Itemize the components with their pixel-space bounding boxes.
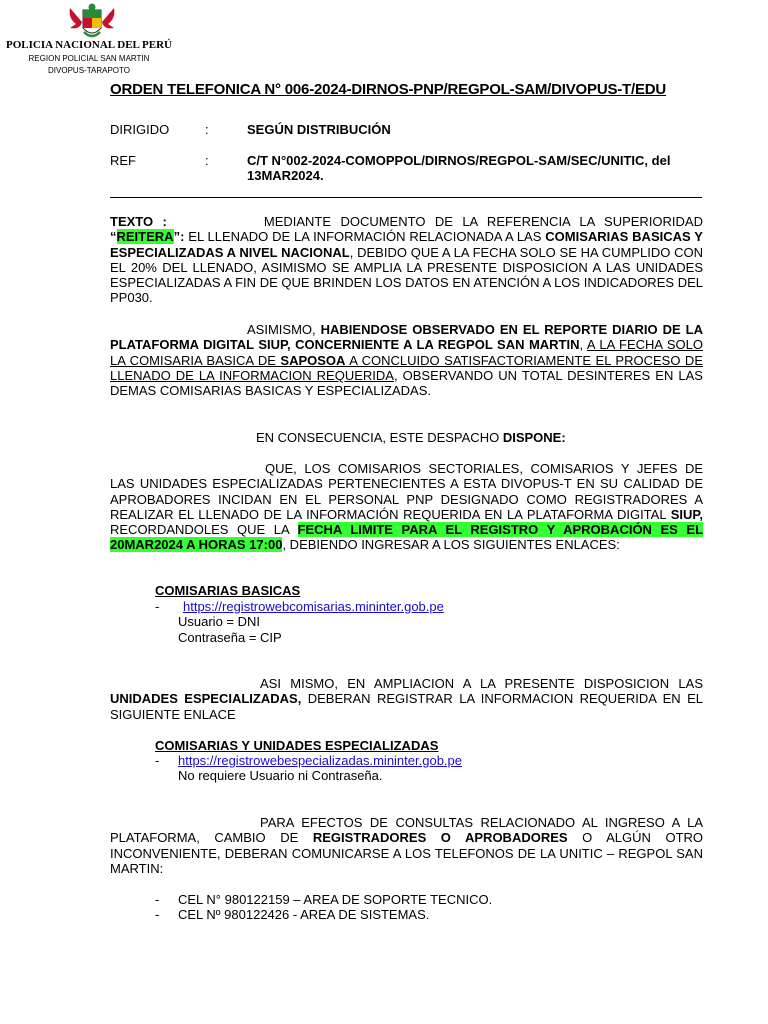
paragraph-emphasis: UNIDADES ESPECIALIZADAS, xyxy=(110,691,302,707)
list-dash: - xyxy=(155,892,160,907)
quote-open: “ xyxy=(110,229,117,245)
org-region: REGION POLICIAL SAN MARTIN xyxy=(28,54,150,63)
section-heading-especializadas: COMISARIAS Y UNIDADES ESPECIALIZADAS xyxy=(155,738,439,753)
paragraph-underlined: A LA FECHA SOLO LA COMISARIA BASICA DE xyxy=(110,337,703,368)
contact-soporte: CEL N° 980122159 – AREA DE SOPORTE TECNICO. xyxy=(178,892,493,907)
link-comisarias-basicas[interactable]: https://registrowebcomisarias.mininter.gob.pe xyxy=(183,599,444,614)
org-division: DIVOPUS-TARAPOTO xyxy=(48,66,130,75)
paragraph-text: EN CONSECUENCIA, ESTE DESPACHO xyxy=(256,430,503,445)
paragraph-consecuencia xyxy=(256,430,706,445)
quote-close: ”: xyxy=(173,229,185,245)
texto-text: MEDIANTE DOCUMENTO DE LA REFERENCIA LA SUPERIORIDAD xyxy=(263,214,703,229)
link-especializadas[interactable]: https://registrowebespecializadas.mininter.gob.pe xyxy=(178,753,462,768)
deadline-highlight: FECHA LIMITE PARA EL REGISTRO Y APROBACIÓN ES EL 20MAR2024 A HORAS 17:00 xyxy=(110,522,704,553)
paragraph-ampliacion xyxy=(110,676,703,722)
especializadas-note: No requiere Usuario ni Contraseña. xyxy=(178,768,383,783)
paragraph-underlined: A CONCLUIDO SATISFACTORIAMENTE EL PROCESO DE LLENADO DE LA INFORMACION REQUERIDA xyxy=(110,352,703,383)
paragraph-text: O ALGÚN OTRO INCONVENIENTE, DEBERAN COMUNICARSE A LOS TELEFONOS DE LA UNITIC – REGPOL SAN MARTIN: xyxy=(110,830,704,876)
texto-emphasis: COMISARIAS BASICAS Y ESPECIALIZADAS A NIVEL NACIONAL xyxy=(110,229,703,260)
texto-text: EL LLENADO DE LA INFORMACIÓN RELACIONADA A LAS xyxy=(184,229,546,245)
separator-line xyxy=(110,197,702,198)
document-title: ORDEN TELEFONICA N° 006-2024-DIRNOS-PNP/REGPOL-SAM/DIVOPUS-T/EDU xyxy=(110,81,667,98)
basicas-user: Usuario = DNI xyxy=(178,614,260,629)
paragraph-emphasis: HABIENDOSE OBSERVADO EN EL REPORTE DIARIO DE LA PLATAFORMA DIGITAL SIUP, CONCERNIENTE A LA REGPOL SAN MARTIN xyxy=(110,322,704,353)
saposoa-emphasis: SAPOSOA xyxy=(280,352,346,368)
paragraph-text: RECORDANDOLES QUE LA xyxy=(110,522,298,538)
texto-text: , DEBIDO QUE A LA FECHA SOLO SE HA CUMPLIDO CON EL 20% DEL LLENADO, ASIMISMO SE AMPLIA LA PRESENTE DISPOSICION A LAS UNIDADES ESPECIALIZADAS A FIN DE QUE BRINDEN LOS DATOS EN ATENCIÓN A LOS INDICADORES DEL PP030. xyxy=(110,244,703,306)
dirigido-label: DIRIGIDO xyxy=(110,122,170,137)
paragraph-text: ASIMISMO, xyxy=(247,322,321,337)
paragraph-text: DEBERAN REGISTRAR LA INFORMACION REQUERIDA EN EL SIGUIENTE ENLACE xyxy=(110,691,703,722)
paragraph-emphasis: REGISTRADORES O APROBADORES xyxy=(312,830,568,846)
contact-sistemas: CEL Nº 980122426 - AREA DE SISTEMAS. xyxy=(178,907,430,922)
texto-paragraph xyxy=(110,214,703,306)
org-name: POLICIA NACIONAL DEL PERÚ xyxy=(6,39,172,51)
paragraph-comisarios xyxy=(110,461,703,553)
dirigido-colon: : xyxy=(205,122,209,137)
paragraph-text: ASI MISMO, EN AMPLIACION A LA PRESENTE DISPOSICION LAS xyxy=(260,676,703,691)
ref-colon: : xyxy=(205,153,209,168)
paragraph-text: , DEBIENDO INGRESAR A LOS SIGUIENTES ENLACES: xyxy=(282,537,620,553)
paragraph-text: , OBSERVANDO UN TOTAL DESINTERES EN LAS DEMAS COMISARIAS BASICAS Y ESPECIALIZADAS. xyxy=(110,367,703,399)
dispone-emphasis: DISPONE: xyxy=(502,430,566,445)
paragraph-asimismo xyxy=(110,322,703,398)
reitera-highlight: REITERA xyxy=(116,229,174,245)
siup-emphasis: SIUP, xyxy=(670,506,703,522)
paragraph-text: , xyxy=(579,337,587,353)
list-dash: - xyxy=(155,753,160,768)
ref-value: C/T N°002-2024-COMOPPOL/DIRNOS/REGPOL-SAM/SEC/UNITIC, del 13MAR2024. xyxy=(247,153,671,183)
paragraph-consultas xyxy=(110,815,703,876)
dirigido-value: SEGÚN DISTRIBUCIÓN xyxy=(247,122,391,137)
list-dash: - xyxy=(155,907,160,922)
basicas-password: Contraseña = CIP xyxy=(178,630,282,645)
section-heading-basicas: COMISARIAS BASICAS xyxy=(155,583,301,598)
ref-label: REF xyxy=(110,153,136,168)
police-coat-of-arms-logo xyxy=(66,2,118,42)
paragraph-text: PARA EFECTOS DE CONSULTAS RELACIONADO AL INGRESO A LA PLATAFORMA, CAMBIO DE xyxy=(110,815,703,846)
paragraph-text: QUE, LOS COMISARIOS SECTORIALES, COMISARIOS Y JEFES DE LAS UNIDADES ESPECIALIZADAS PERTENECIENTES A ESTA DIVOPUS-T EN SU CALIDAD DE APROBADORES INCIDAN EN EL PERSONAL PNP DESIGNADO COMO REGISTRADORES A REALIZAR EL LLENADO DE LA INFORMACIÓN REQUERIDA EN LA PLATAFORMA DIGITAL xyxy=(110,461,703,522)
list-dash: - xyxy=(155,599,160,614)
texto-label: TEXTO : xyxy=(110,214,167,229)
